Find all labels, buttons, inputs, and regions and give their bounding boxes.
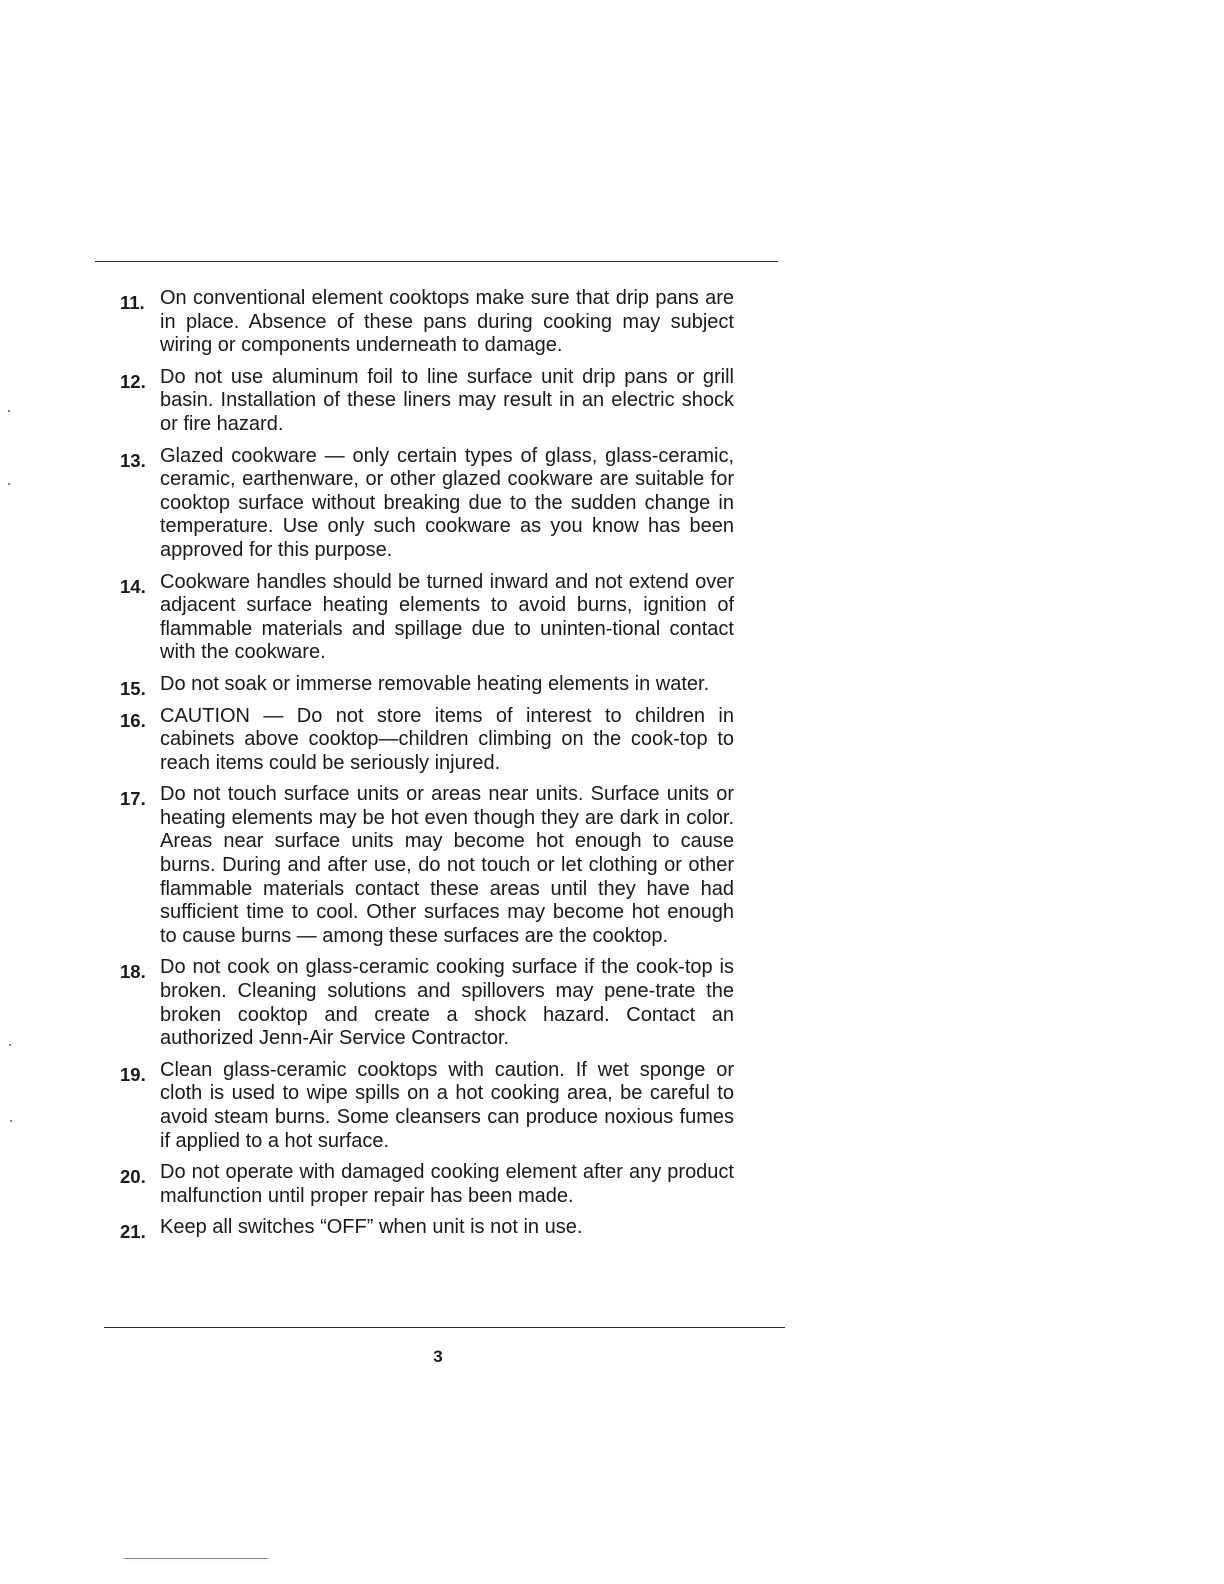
item-number: 16.: [120, 709, 146, 731]
item-number: 17.: [120, 788, 146, 810]
item-number: 18.: [120, 961, 146, 983]
top-rule: [95, 261, 778, 262]
bottom-rule: [104, 1327, 785, 1328]
item-number: 13.: [120, 449, 146, 471]
scan-speck: [8, 483, 10, 485]
item-number: 19.: [120, 1063, 146, 1085]
item-number: 20.: [120, 1166, 146, 1188]
list-item: [118, 1216, 734, 1243]
list-item: [118, 705, 734, 776]
item-text: Cookware handles should be turned inward and not extend over adjacent surface heating elements to avoid burns, ignition of flammable materials and spillage due to uninten-tional contact with the cookware.: [160, 570, 734, 664]
page-number: 3: [433, 1347, 443, 1366]
safety-instructions-list: [118, 287, 734, 1248]
item-text: Keep all switches “OFF” when unit is not in use.: [160, 1216, 583, 1239]
item-text: Do not use aluminum foil to line surface unit drip pans or grill basin. Installation of these liners may result in an electric shock or fire hazard.: [160, 365, 734, 435]
item-text: Do not soak or immerse removable heating elements in water.: [160, 672, 710, 695]
item-text: Glazed cookware — only certain types of glass, glass-ceramic, ceramic, earthenware, or other glazed cookware are suitable for cooktop surface without breaking due to the sudden change in temperature. Use only such cookware as you know has been approved for this purpose.: [160, 444, 734, 561]
scan-speck: [9, 1044, 11, 1046]
item-text: Clean glass-ceramic cooktops with caution. If wet sponge or cloth is used to wipe spills on a hot cooking area, be careful to avoid steam burns. Some cleansers can produce noxious fumes if applied to a hot surface.: [160, 1058, 734, 1152]
item-number: 14.: [120, 575, 146, 597]
list-item: [118, 1161, 734, 1208]
item-text: On conventional element cooktops make sure that drip pans are in place. Absence of these pans during cooking may subject wiring or components underneath to damage.: [160, 287, 734, 357]
item-number: 12.: [120, 370, 146, 392]
item-text: Do not cook on glass-ceramic cooking surface if the cook-top is broken. Cleaning solutions and spillovers may pene-trate the broken cooktop and create a shock hazard. Contact an authorized Jenn-Air Service Contractor.: [160, 956, 734, 1050]
item-text: Do not operate with damaged cooking element after any product malfunction until proper repair has been made.: [160, 1161, 734, 1207]
item-number: 21.: [120, 1221, 146, 1243]
item-text: Do not touch surface units or areas near units. Surface units or heating elements may be hot even though they are dark in color. Areas near surface units may become hot enough to cause burns. During and after use, do not touch or let clothing or other flammable materials contact these areas until they have had sufficient time to cool. Other surfaces may become hot enough to cause burns — among these surfaces are the cooktop.: [160, 783, 734, 947]
scan-speck: [8, 410, 10, 412]
item-number: 11.: [120, 292, 145, 313]
footer-mark: [124, 1558, 268, 1559]
list-item: [118, 956, 734, 1050]
item-text: CAUTION — Do not store items of interest to children in cabinets above cooktop—children climbing on the cook-top to reach items could be seriously injured.: [160, 704, 734, 774]
list-item: [118, 1059, 734, 1153]
list-item: [118, 571, 734, 665]
scan-speck: [10, 1120, 12, 1122]
list-item: [118, 783, 734, 948]
list-item: [118, 287, 734, 358]
list-item: [118, 445, 734, 563]
list-item: [118, 673, 734, 697]
item-number: 15.: [120, 677, 146, 699]
list-item: [118, 366, 734, 437]
